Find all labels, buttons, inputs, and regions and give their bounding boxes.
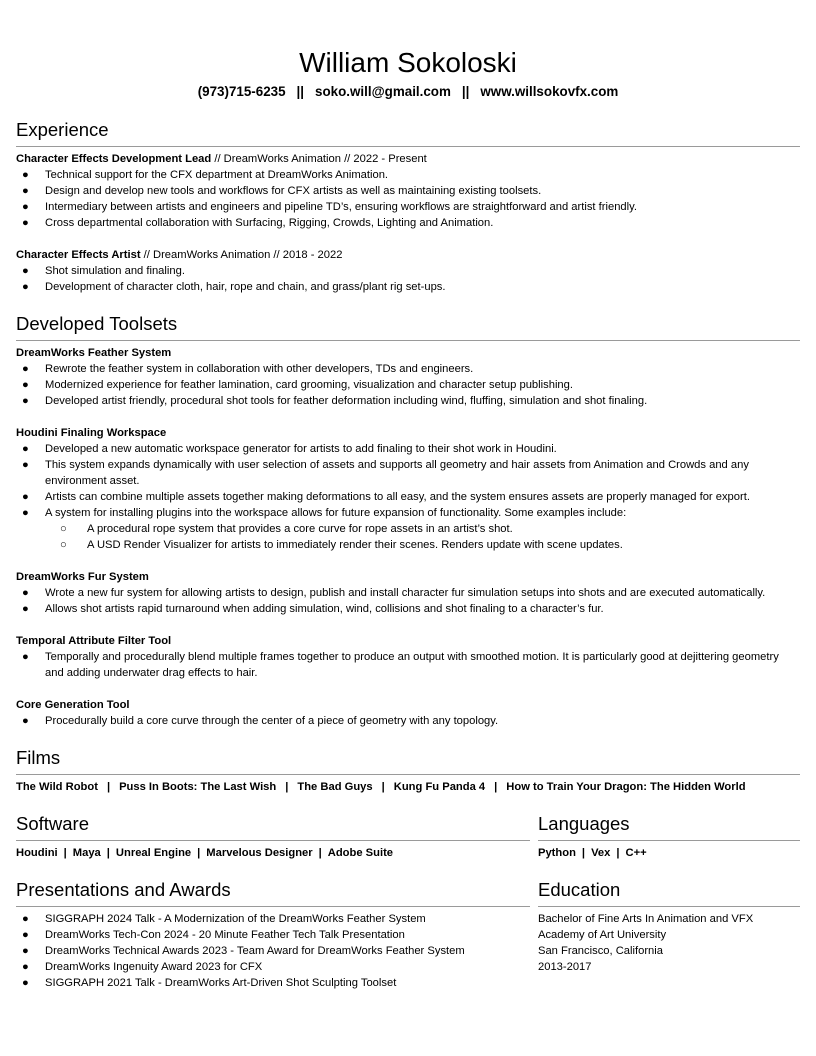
section-divider xyxy=(16,146,800,147)
toolset-entry xyxy=(16,345,800,409)
sub-bullets xyxy=(16,521,800,553)
contact-line xyxy=(16,83,800,101)
education-years: 2013-2017 xyxy=(538,961,592,973)
films-list xyxy=(16,779,800,795)
languages-heading: Languages xyxy=(538,813,630,834)
list-item xyxy=(16,911,538,927)
list-separator: | xyxy=(197,847,201,859)
section-divider xyxy=(16,340,800,341)
toolset-entry xyxy=(16,633,800,681)
bullet-icon: ● xyxy=(22,217,29,229)
presentations-education-row xyxy=(16,879,800,991)
list-item xyxy=(16,215,800,231)
bullet-text: Technical support for the CFX department at DreamWorks Animation. xyxy=(45,169,389,181)
toolset-entry xyxy=(16,569,800,617)
list-item xyxy=(16,441,800,457)
job-header xyxy=(16,247,800,263)
list-separator: | xyxy=(106,847,110,859)
list-item xyxy=(16,183,800,199)
list-item xyxy=(16,649,800,681)
education-degree: Bachelor of Fine Arts In Animation and VFX xyxy=(538,913,754,925)
list-item xyxy=(16,943,538,959)
experience-heading: Experience xyxy=(16,119,109,140)
film-title: How to Train Your Dragon: The Hidden World xyxy=(506,781,746,793)
bullet-icon: ● xyxy=(22,913,29,925)
toolset-name: Temporal Attribute Filter Tool xyxy=(16,635,172,647)
bullet-icon: ● xyxy=(22,169,29,181)
bullet-text: DreamWorks Ingenuity Award 2023 for CFX xyxy=(45,961,263,973)
list-item xyxy=(16,601,800,617)
bullet-text: Developed artist friendly, procedural shot tools for feather deformation including wind, fluffing, simulation and shot finaling. xyxy=(45,395,648,407)
job-header xyxy=(16,151,800,167)
section-divider xyxy=(16,840,530,841)
bullet-text: Temporally and procedurally blend multiple frames together to produce an output with smoothed motion. It is particularly good at dejittering geometry and adding underwater drag effects to hair. xyxy=(45,651,779,679)
job-role: Character Effects Development Lead xyxy=(16,153,212,165)
bullet-text: A system for installing plugins into the workspace allows for future expansion of functionality. Some examples include: xyxy=(45,507,627,519)
software-item: Marvelous Designer xyxy=(206,847,313,859)
sub-bullet-icon: ○ xyxy=(60,539,67,551)
bullet-text: Design and develop new tools and workflows for CFX artists as well as maintaining existing toolsets. xyxy=(45,185,542,197)
toolset-entry xyxy=(16,697,800,729)
sub-bullet-text: A USD Render Visualizer for artists to immediately render their scenes. Renders update with scene updates. xyxy=(87,539,623,551)
bullet-icon: ● xyxy=(22,201,29,213)
language-item: Vex xyxy=(591,847,611,859)
toolset-name: DreamWorks Feather System xyxy=(16,347,172,359)
bullet-text: Intermediary between artists and engineers and pipeline TD’s, ensuring workflows are straightforward and artist friendly. xyxy=(45,201,637,213)
bullet-text: SIGGRAPH 2024 Talk - A Modernization of the DreamWorks Feather System xyxy=(45,913,426,925)
bullet-text: DreamWorks Technical Awards 2023 - Team Award for DreamWorks Feather System xyxy=(45,945,465,957)
bullet-icon: ● xyxy=(22,929,29,941)
bullet-text: Shot simulation and finaling. xyxy=(45,265,185,277)
job-bullets xyxy=(16,263,800,295)
list-item xyxy=(16,377,800,393)
bullet-icon: ● xyxy=(22,961,29,973)
bullet-text: Procedurally build a core curve through the center of a piece of geometry with any topology. xyxy=(45,715,499,727)
language-item: C++ xyxy=(625,847,647,859)
list-separator: | xyxy=(63,847,67,859)
job-bullets xyxy=(16,167,800,231)
bullet-text: Wrote a new fur system for allowing artists to design, publish and install character fur simulation setups into shots and are executed automatically. xyxy=(45,587,766,599)
software-item: Adobe Suite xyxy=(327,847,394,859)
film-title: Puss In Boots: The Last Wish xyxy=(119,781,277,793)
bullet-icon: ● xyxy=(22,395,29,407)
bullet-icon: ● xyxy=(22,459,29,471)
languages-list xyxy=(538,845,800,861)
bullet-icon: ● xyxy=(22,443,29,455)
education-location: San Francisco, California xyxy=(538,945,663,957)
toolset-name: Core Generation Tool xyxy=(16,699,130,711)
list-item xyxy=(16,393,800,409)
film-title: The Wild Robot xyxy=(16,781,98,793)
education-section xyxy=(538,879,800,991)
bullet-icon: ● xyxy=(22,491,29,503)
list-item xyxy=(16,361,800,377)
bullet-text: Artists can combine multiple assets together making deformations to all easy, and the system ensures assets are properly managed for export. xyxy=(45,491,750,503)
list-separator: | xyxy=(494,781,498,793)
bullet-text: Allows shot artists rapid turnaround when adding simulation, wind, collisions and shot finaling to a character’s fur. xyxy=(45,603,604,615)
bullet-icon: ● xyxy=(22,265,29,277)
bullet-text: Development of character cloth, hair, rope and chain, and grass/plant rig set-ups. xyxy=(45,281,446,293)
sub-bullet-text: A procedural rope system that provides a core curve for rope assets in an artist’s shot. xyxy=(87,523,513,535)
education-school: Academy of Art University xyxy=(538,929,667,941)
bullet-icon: ● xyxy=(22,185,29,197)
list-item xyxy=(16,279,800,295)
bullet-text: DreamWorks Tech-Con 2024 - 20 Minute Feather Tech Talk Presentation xyxy=(45,929,405,941)
presentations-heading: Presentations and Awards xyxy=(16,879,231,900)
bullet-icon: ● xyxy=(22,587,29,599)
toolset-bullets xyxy=(16,649,800,681)
bullet-icon: ● xyxy=(22,715,29,727)
toolset-bullets xyxy=(16,713,800,729)
software-section xyxy=(16,813,538,861)
list-separator: | xyxy=(106,781,111,793)
contact-separator: || xyxy=(296,84,305,99)
job-entry xyxy=(16,151,800,231)
bullet-icon: ● xyxy=(22,977,29,989)
toolsets-heading: Developed Toolsets xyxy=(16,313,178,334)
bullet-text: Cross departmental collaboration with Surfacing, Rigging, Crowds, Lighting and Animation. xyxy=(45,217,494,229)
software-languages-row xyxy=(16,813,800,861)
software-heading: Software xyxy=(16,813,90,834)
phone-number: (973)715-6235 xyxy=(197,84,286,99)
email-address: soko.will@gmail.com xyxy=(315,84,451,99)
list-item xyxy=(16,927,538,943)
list-item xyxy=(16,167,800,183)
list-separator: | xyxy=(381,781,385,793)
toolset-name: DreamWorks Fur System xyxy=(16,571,149,583)
languages-section xyxy=(538,813,800,861)
bullet-icon: ● xyxy=(22,945,29,957)
toolset-bullets xyxy=(16,361,800,409)
resume-page xyxy=(16,46,800,991)
list-item xyxy=(16,263,800,279)
toolset-bullets xyxy=(16,585,800,617)
toolset-bullets xyxy=(16,441,800,521)
bullet-icon: ● xyxy=(22,651,29,663)
bullet-text: Rewrote the feather system in collaboration with other developers, TDs and engineers. xyxy=(45,363,474,375)
section-divider xyxy=(16,906,530,907)
section-divider xyxy=(538,840,800,841)
job-details: // DreamWorks Animation // 2022 - Present xyxy=(211,153,427,165)
contact-separator: || xyxy=(461,84,470,99)
bullet-icon: ● xyxy=(22,507,29,519)
toolset-name: Houdini Finaling Workspace xyxy=(16,427,167,439)
section-divider xyxy=(16,774,800,775)
job-details: // DreamWorks Animation // 2018 - 2022 xyxy=(140,249,343,261)
bullet-text: This system expands dynamically with user selection of assets and supports all geometry and hair assets from Animation and Crowds and any environment asset. xyxy=(45,459,749,487)
bullet-text: Modernized experience for feather lamination, card grooming, visualization and character setup publishing. xyxy=(45,379,573,391)
bullet-text: Developed a new automatic workspace generator for artists to add finaling to their shot work in Houdini. xyxy=(45,443,557,455)
website-link[interactable]: www.willsokovfx.com xyxy=(480,84,619,99)
bullet-text: SIGGRAPH 2021 Talk - DreamWorks Art-Driven Shot Sculpting Toolset xyxy=(45,977,397,989)
presentations-list xyxy=(16,911,538,991)
education-heading: Education xyxy=(538,879,621,900)
presentations-section xyxy=(16,879,538,991)
bullet-icon: ● xyxy=(22,379,29,391)
job-entry xyxy=(16,247,800,295)
list-separator: | xyxy=(581,847,586,859)
list-item xyxy=(16,489,800,505)
software-item: Houdini xyxy=(16,847,58,859)
films-heading: Films xyxy=(16,747,61,768)
bullet-icon: ● xyxy=(22,603,29,615)
bullet-icon: ● xyxy=(22,363,29,375)
list-separator: | xyxy=(318,847,322,859)
job-role: Character Effects Artist xyxy=(16,249,141,261)
list-separator: | xyxy=(616,847,620,859)
toolset-entry xyxy=(16,425,800,553)
film-title: Kung Fu Panda 4 xyxy=(393,781,486,793)
list-item xyxy=(16,585,800,601)
candidate-name: William Sokoloski xyxy=(299,47,517,78)
language-item: Python xyxy=(538,847,576,859)
bullet-icon: ● xyxy=(22,281,29,293)
software-item: Maya xyxy=(72,847,101,859)
list-item xyxy=(16,959,538,975)
list-separator: | xyxy=(285,781,289,793)
list-item xyxy=(16,975,538,991)
list-item xyxy=(16,713,800,729)
software-list xyxy=(16,845,538,861)
list-item xyxy=(16,505,800,521)
list-item xyxy=(16,457,800,489)
film-title: The Bad Guys xyxy=(297,781,373,793)
section-divider xyxy=(538,906,800,907)
sub-list-item xyxy=(16,521,800,537)
sub-list-item xyxy=(16,537,800,553)
software-item: Unreal Engine xyxy=(115,847,192,859)
sub-bullet-icon: ○ xyxy=(60,523,67,535)
list-item xyxy=(16,199,800,215)
